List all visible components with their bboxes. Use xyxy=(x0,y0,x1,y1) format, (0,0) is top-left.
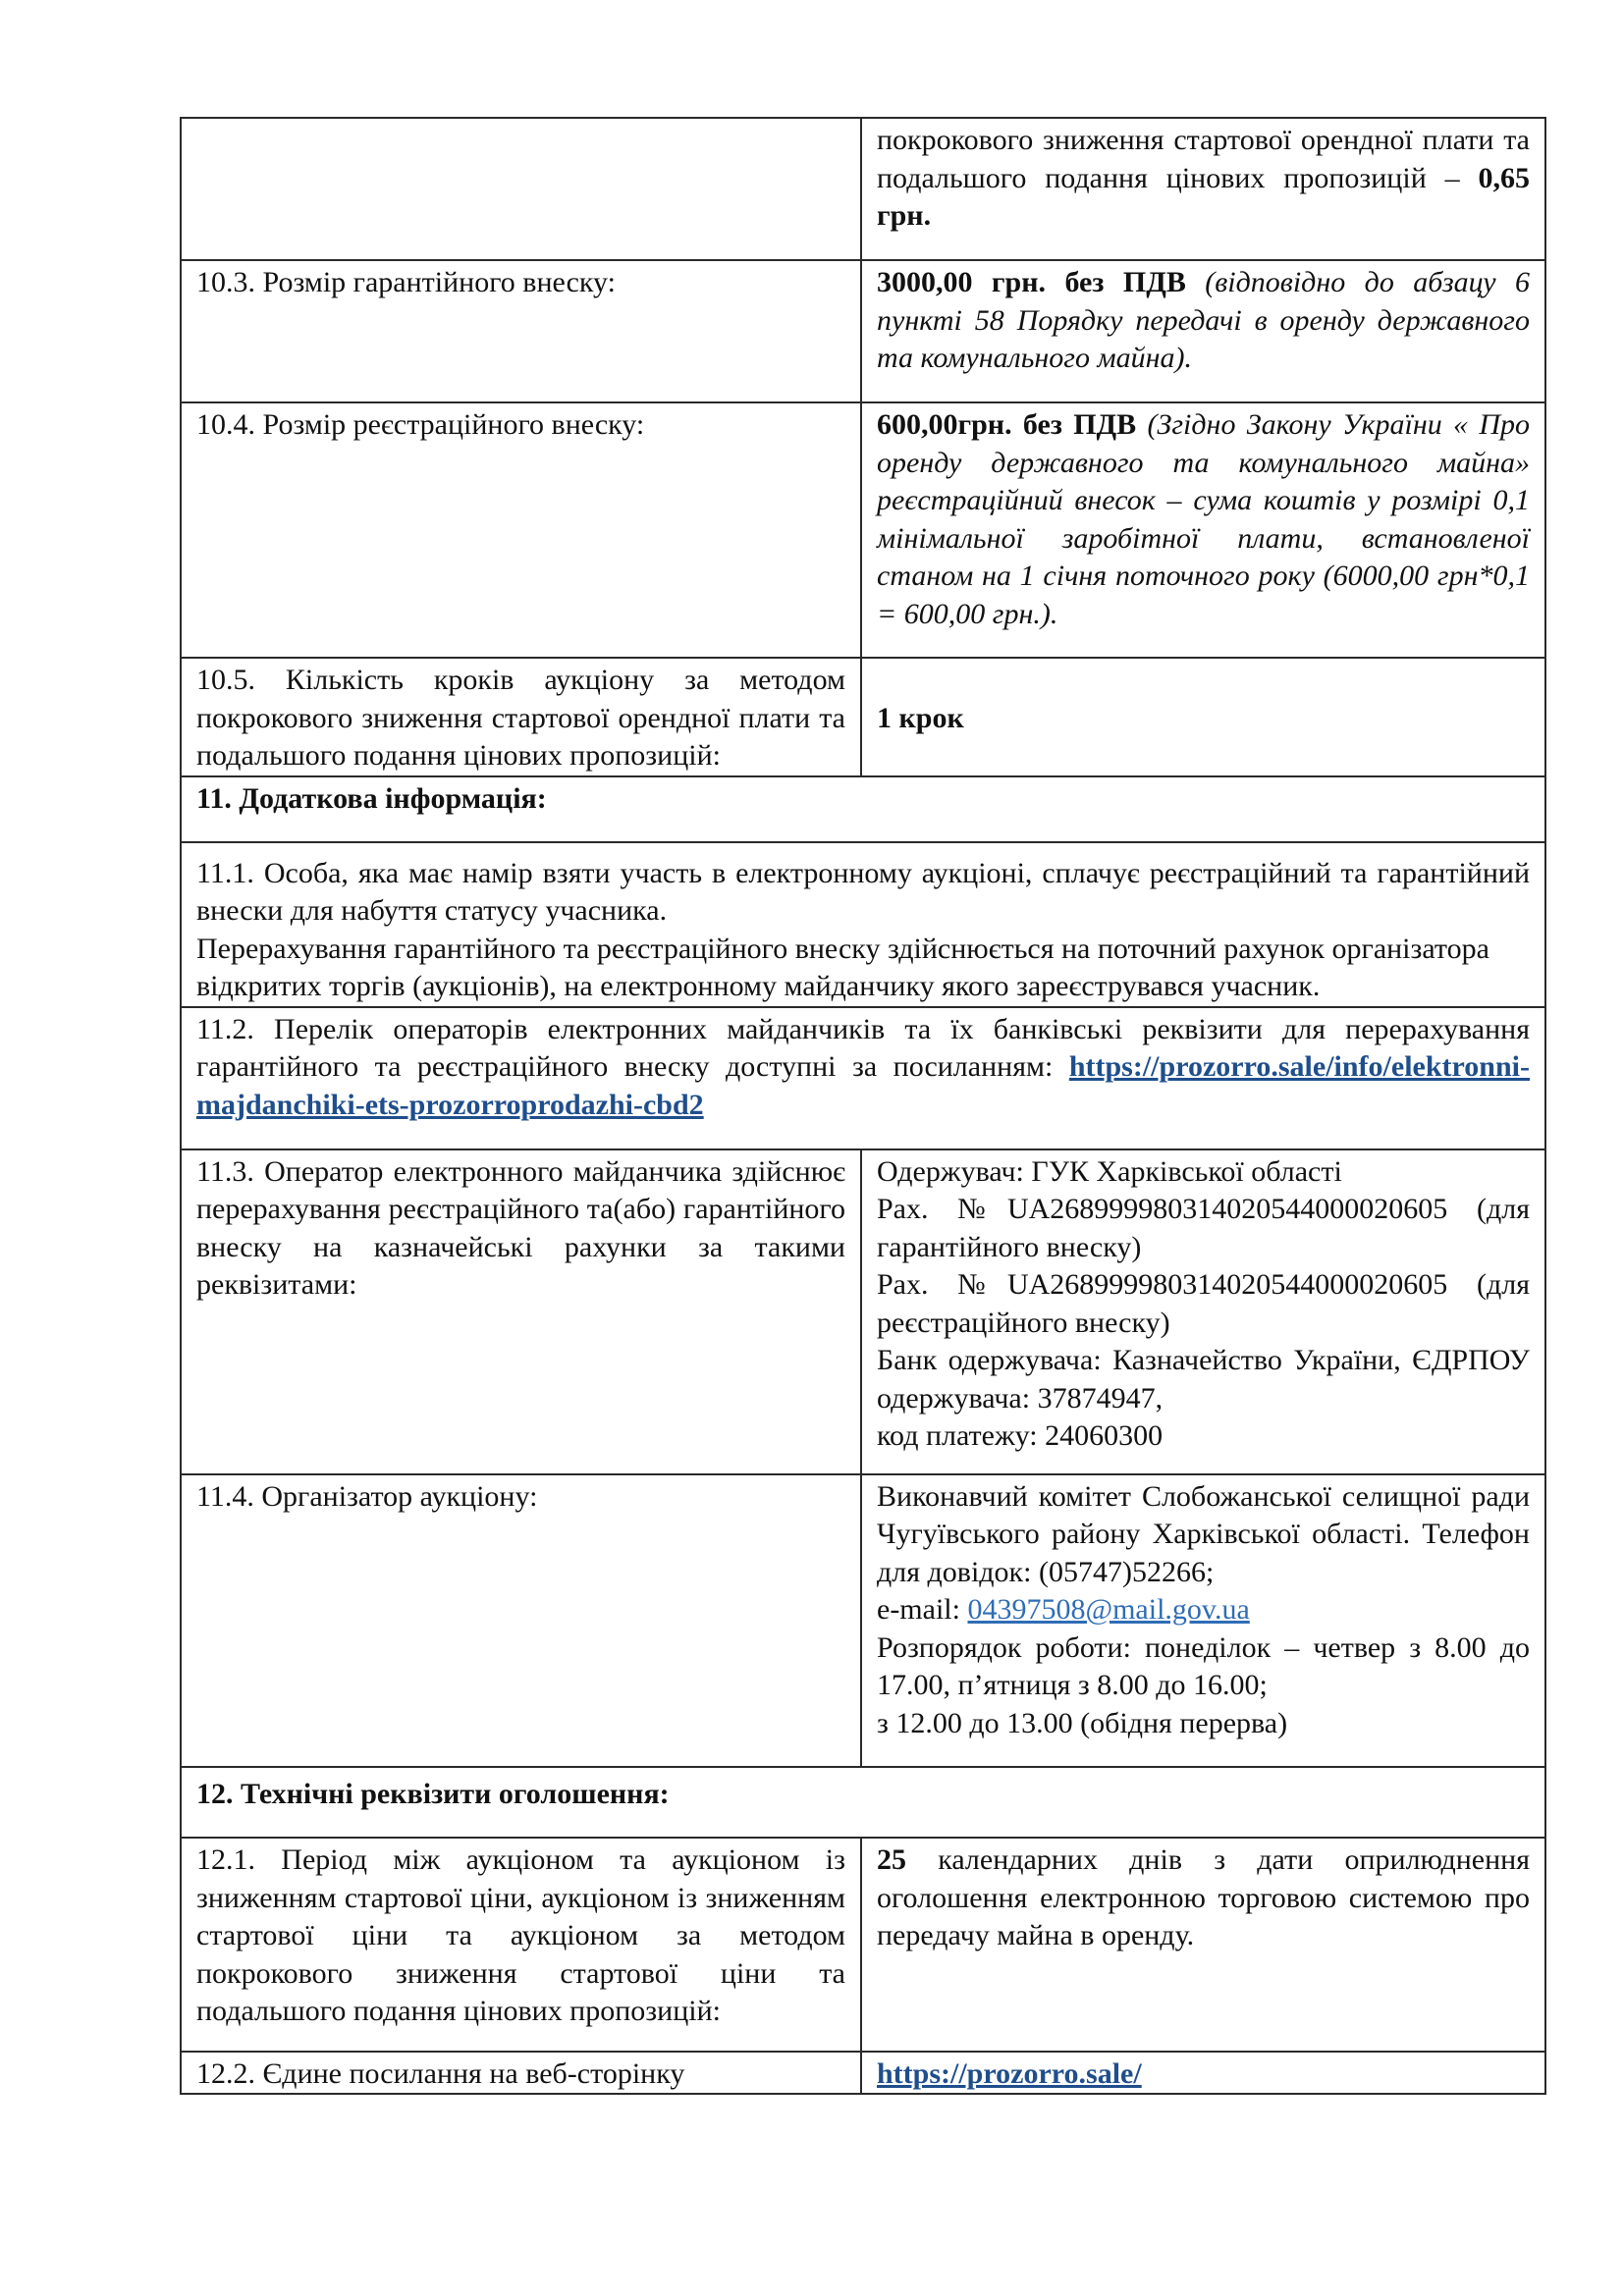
table-row xyxy=(181,1838,1545,2052)
prozorro-link[interactable]: https://prozorro.sale/ xyxy=(877,2056,1142,2090)
cell-value xyxy=(861,2052,1545,2095)
cell-label: 12.1. Період між аукціоном та аукціоном із зниженням стартової ціни, аукціоном із зниженням стартової ціни та аукціоном за методом покрокового зниження стартової ціни та подальшого подання цінових пропозицій: xyxy=(181,1838,861,2052)
step-reduction-value: 0,65 грн. xyxy=(877,161,1530,232)
cell-full xyxy=(181,842,1545,1007)
table-row xyxy=(181,776,1545,842)
email-line xyxy=(877,1591,1530,1629)
payment-code-line: код платежу: 24060300 xyxy=(877,1419,1164,1452)
cell-label: 12.2. Єдине посилання на веб-сторінку xyxy=(181,2052,861,2095)
email-link[interactable]: 04397508@mail.gov.ua xyxy=(967,1593,1250,1626)
bank-line: Банк одержувача: Казначейство України, ЄДРПОУ одержувача: 37874947, xyxy=(877,1344,1530,1415)
account-registration-line: Рах. №UA268999980314020544000020605 (для реєстраційного внеску) xyxy=(877,1268,1530,1339)
table-row xyxy=(181,1474,1545,1768)
table-row xyxy=(181,1767,1545,1838)
organizer-info: Виконавчий комітет Слобожанської селищної ради Чугуївського району Харківської області. Телефон для довідок: (05747)52266; xyxy=(877,1479,1530,1588)
recipient-line: Одержувач: ГУК Харківської області xyxy=(877,1154,1342,1188)
cell-value xyxy=(861,402,1545,658)
announcement-table xyxy=(180,117,1546,2095)
registration-fee-amount: 600,00грн. без ПДВ xyxy=(877,408,1137,441)
empty-cell xyxy=(181,118,861,260)
table-row xyxy=(181,1149,1545,1474)
lunch-break: з 12.00 до 13.00 (обідня перерва) xyxy=(877,1706,1288,1739)
transfer-paragraph: Перерахування гарантійного та реєстраційного внеску здійснюється на поточний рахунок організатора відкритих торгів (аукціонів), на електронному майданчику якого зареєструвався учасник. xyxy=(196,932,1489,1002)
cell-label: 11.4. Організатор аукціону: xyxy=(181,1474,861,1768)
cell-value xyxy=(861,1474,1545,1768)
guarantee-fee-amount: 3000,00 грн. без ПДВ xyxy=(877,266,1186,298)
table-row xyxy=(181,2052,1545,2095)
table-row xyxy=(181,118,1545,260)
cell-label: 10.4. Розмір реєстраційного внеску: xyxy=(181,402,861,658)
guarantee-fee-note: (відповідно до абзацу 6 пункті 58 Порядку передачі в оренду державного та комунального майна). xyxy=(877,266,1530,374)
table-row xyxy=(181,260,1545,402)
section-title-11: 11. Додаткова інформація: xyxy=(181,776,1545,842)
cell-label: 10.5. Кількість кроків аукціону за методом покрокового зниження стартової орендної плати та подальшого подання цінових пропозицій: xyxy=(181,658,861,776)
operators-text: 11.2. Перелік операторів електронних майданчиків та їх банківські реквізити для перерахування гарантійного та реєстраційного внеску доступні за посиланням: xyxy=(196,1012,1530,1083)
cell-value xyxy=(861,1149,1545,1474)
cell-full xyxy=(181,1007,1545,1149)
section-title-12: 12. Технічні реквізити оголошення: xyxy=(181,1767,1545,1838)
cell-label: 11.3. Оператор електронного майданчика здійснює перерахування реєстраційного та(або) гарантійного внеску на казначейські рахунки за такими реквізитами: xyxy=(181,1149,861,1474)
cell-value xyxy=(861,658,1545,776)
table-row xyxy=(181,658,1545,776)
table-row xyxy=(181,402,1545,658)
cell-label: 10.3. Розмір гарантійного внеску: xyxy=(181,260,861,402)
steps-count: 1 крок xyxy=(877,702,964,734)
period-days-value: 25 xyxy=(877,1843,906,1876)
account-guarantee-line: Рах. №UA268999980314020544000020605 (для гарантійного внеску) xyxy=(877,1193,1530,1263)
work-schedule: Розпорядок роботи: понеділок – четвер з 8.00 до 17.00, п’ятниця з 8.00 до 16.00; xyxy=(877,1630,1530,1701)
operators-link[interactable]: https://prozorro.sale/info/elektronni-majdanchiki-ets-prozorroprodazhi-cbd2 xyxy=(196,1050,1530,1121)
email-label: e-mail: xyxy=(877,1593,968,1626)
cell-value xyxy=(861,260,1545,402)
table-row xyxy=(181,842,1545,1007)
cell-value xyxy=(861,1838,1545,2052)
period-days-text: календарних днів з дати оприлюднення оголошення електронною торговою системою про передачу майна в оренду. xyxy=(877,1843,1530,1951)
table-row xyxy=(181,1007,1545,1149)
registration-fee-note: (Згідно Закону України « Про оренду державного та комунального майна» реєстраційний внесок – сума коштів у розмірі 0,1 мінімальної заробітної плати, встановленої станом на 1 січня поточного року (6000,00 грн*0,1 = 600,00 грн.). xyxy=(877,408,1530,630)
participation-paragraph: 11.1. Особа, яка має намір взяти участь в електронному аукціоні, сплачує реєстраційний та гарантійний внески для набуття статусу учасника. xyxy=(196,856,1530,927)
step-reduction-text: покрокового зниження стартової орендної плати та подальшого подання цінових пропозицій – xyxy=(877,124,1530,194)
cell-value xyxy=(861,118,1545,260)
